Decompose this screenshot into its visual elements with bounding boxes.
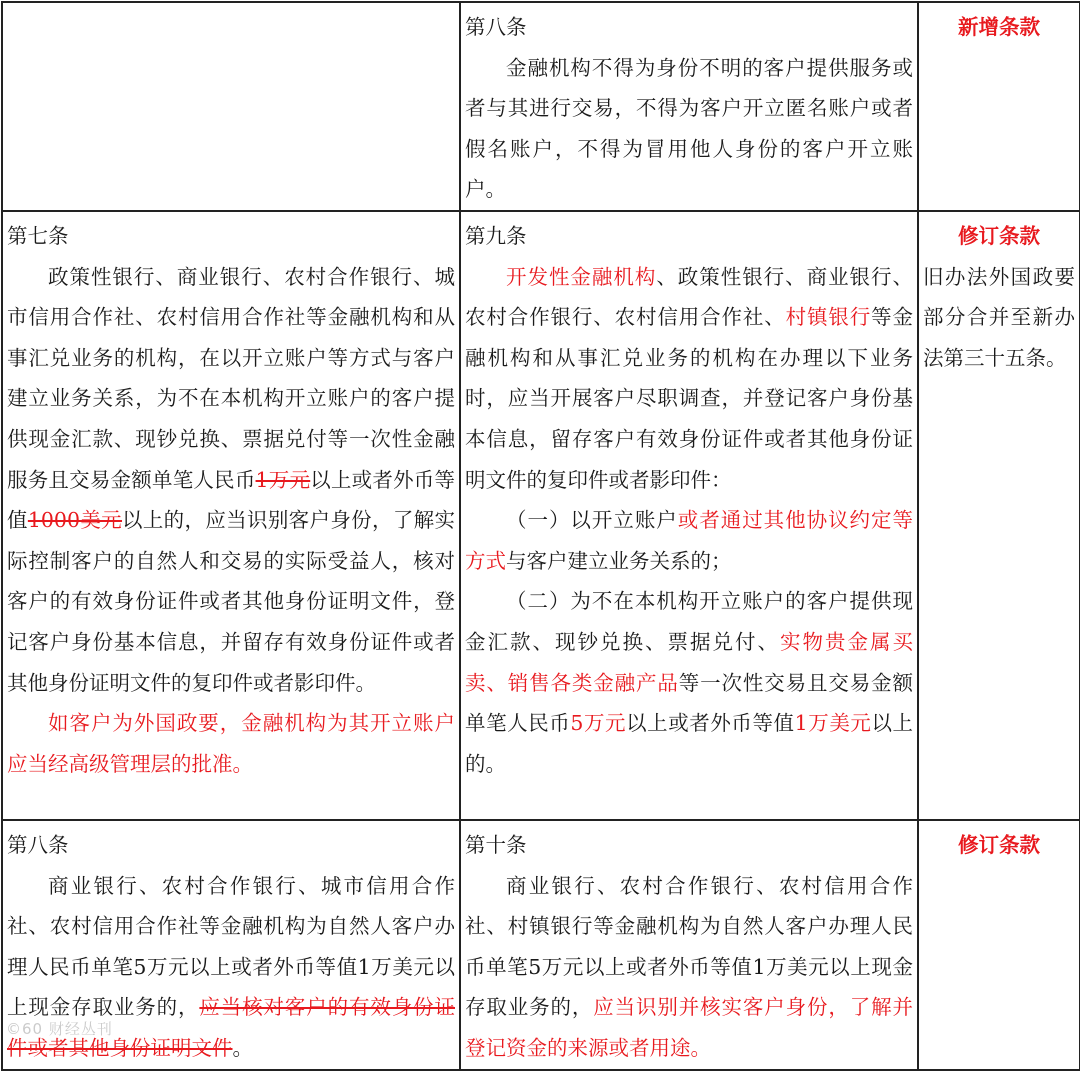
added-text: 5万元 xyxy=(570,711,627,736)
article-number: 第八条 xyxy=(465,15,527,39)
added-text: 开发性金融机构 xyxy=(506,264,657,289)
article-text: 政策性银行、商业银行、农村合作银行、城市信用合作社、农村信用合作社等金融机构和从事汇兑业务的机构，在以开立账户等方式与客户建立业务关系，为不在本机构开立账户的客户提供现金汇款、现钞兑换、票据兑付等一次性金融服务且交易金额单笔人民币 xyxy=(7,264,455,492)
article-text: （二）为不在本机构开立账户的客户提供现金汇款、现钞兑换、票据兑付、 xyxy=(465,589,913,654)
deleted-text: 1万元 xyxy=(255,467,311,492)
added-text: 村镇银行 xyxy=(785,305,872,330)
article-text: 与客户建立业务关系的； xyxy=(506,548,732,573)
comparison-table xyxy=(1,1,1080,1071)
change-type-label: 修订条款 xyxy=(958,832,1040,857)
deleted-text: 应当核对客户的有效身份证件或者其他身份证明文件 xyxy=(7,995,455,1060)
deleted-text: 1000美元 xyxy=(27,508,123,533)
table-row xyxy=(2,820,1080,1070)
old-article-cell xyxy=(2,820,460,1070)
article-text: 以上或者外币等值 xyxy=(626,711,795,736)
article-text: 商业银行、农村合作银行、农村信用合作社、村镇银行等金融机构为自然人客户办理人民币单笔5万元以上或者外币等值1万美元以上现金存取业务的， xyxy=(465,873,913,1020)
change-type-label: 修订条款 xyxy=(958,223,1040,248)
article-paragraph xyxy=(7,257,455,704)
change-type-cell xyxy=(918,820,1080,1070)
article-text: 等金融机构和从事汇兑业务的机构在办理以下业务时，应当开展客户尽职调查，并登记客户身份基本信息，留存客户有效身份证件或者其他身份证明文件的复印件或者影印件： xyxy=(465,305,913,492)
new-article-cell xyxy=(460,211,918,820)
article-paragraph xyxy=(465,500,913,581)
article-paragraph xyxy=(465,581,913,784)
old-article-cell xyxy=(2,2,460,211)
change-type-cell xyxy=(918,211,1080,820)
added-text: 如客户为外国政要，金融机构为其开立账户应当经高级管理层的批准。 xyxy=(7,711,455,776)
article-text: （一）以开立账户 xyxy=(506,508,678,533)
article-text: 以上或者外币等值 xyxy=(7,467,456,533)
article-text: 商业银行、农村合作银行、城市信用合作社、农村信用合作社等金融机构为自然人客户办理人民币单笔5万元以上或者外币等值1万美元以上现金存取业务的， xyxy=(7,873,455,1020)
article-text: 。 xyxy=(232,1035,253,1060)
article-text: 金融机构不得为身份不明的客户提供服务或者与其进行交易，不得为客户开立匿名账户或者假名账户，不得为冒用他人身份的客户开立账户。 xyxy=(465,55,913,202)
old-article-cell xyxy=(2,211,460,820)
added-text: 1万美元 xyxy=(794,711,872,736)
change-type-cell xyxy=(918,2,1080,211)
article-text: 以上的，应当识别客户身份，了解实际控制客户的自然人和交易的实际受益人，核对客户的有效身份证件或者其他身份证明文件，登记客户身份基本信息，并留存有效身份证件或者其他身份证明文件的复印件或者影印件。 xyxy=(7,508,456,695)
article-paragraph xyxy=(7,703,455,784)
watermark: ©60 财经丛刊 xyxy=(6,1020,113,1038)
table-row xyxy=(2,211,1080,820)
article-paragraph xyxy=(465,48,913,210)
article-text: 以上的。 xyxy=(465,711,914,776)
article-number: 第八条 xyxy=(7,832,69,857)
article-number: 第九条 xyxy=(465,223,527,248)
new-article-cell xyxy=(460,2,918,211)
article-number: 第十条 xyxy=(465,832,527,857)
added-text: 实物贵金属买卖、销售各类金融产品 xyxy=(465,629,913,695)
change-note: 旧办法外国政要部分合并至新办法第三十五条。 xyxy=(923,264,1075,370)
article-text: 、政策性银行、商业银行、农村合作银行、农村信用合作社、 xyxy=(465,264,914,330)
change-type-label: 新增条款 xyxy=(958,15,1040,39)
article-paragraph xyxy=(465,257,913,501)
added-text: 应当识别并核实客户身份，了解并登记资金的来源或者用途。 xyxy=(465,995,913,1060)
article-paragraph xyxy=(7,866,455,1069)
added-text: 或者通过其他协议约定等方式 xyxy=(465,508,914,573)
new-article-cell xyxy=(460,820,918,1070)
article-text: 等一次性交易且交易金额单笔人民币 xyxy=(465,670,913,736)
table-row xyxy=(2,2,1080,211)
article-paragraph xyxy=(465,866,913,1069)
article-number: 第七条 xyxy=(7,223,69,248)
